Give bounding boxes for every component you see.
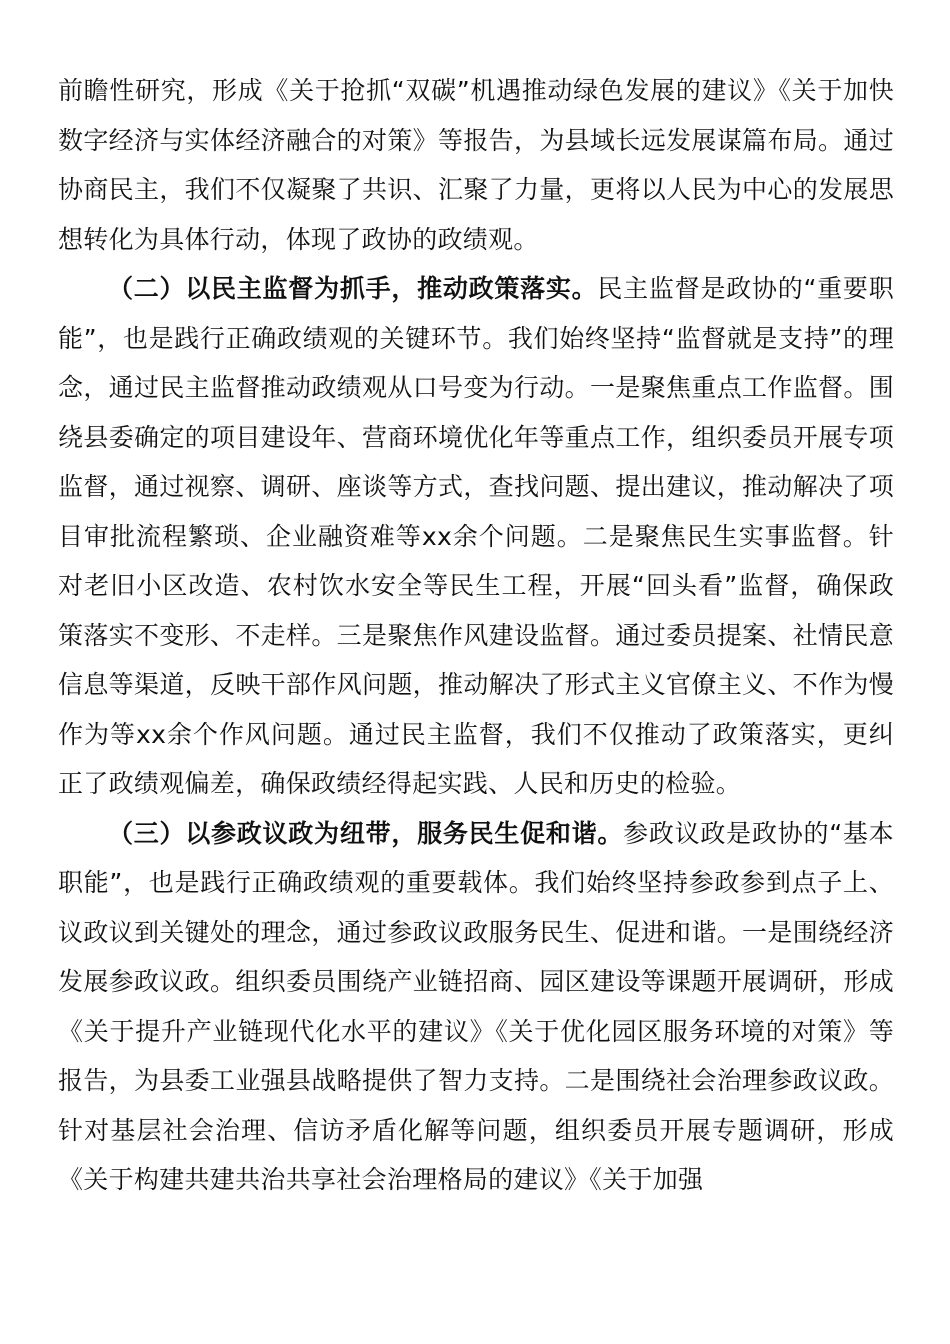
- paragraph-continuation: [58, 66, 894, 264]
- paragraph-democratic-supervision: [58, 264, 894, 809]
- section-heading: （三）以参政议政为纽带，服务民生促和谐。: [108, 818, 624, 848]
- paragraph-participation-deliberation: [58, 809, 894, 1205]
- paragraph-text: 民主监督是政协的“重要职能”，也是践行正确政绩观的关键环节。我们始终坚持“监督就是支持”的理念，通过民主监督推动政绩观从口号变为行动。一是聚焦重点工作监督。围绕县委确定的项目建设年、营商环境优化年等重点工作，组织委员开展专项监督，通过视察、调研、座谈等方式，查找问题、提出建议，推动解决了项目审批流程繁琐、企业融资难等xx余个问题。二是聚焦民生实事监督。针对老旧小区改造、农村饮水安全等民生工程，开展“回头看”监督，确保政策落实不变形、不走样。三是聚焦作风建设监督。通过委员提案、社情民意信息等渠道，反映干部作风问题，推动解决了形式主义官僚主义、不作为慢作为等xx余个作风问题。通过民主监督，我们不仅推动了政策落实，更纠正了政绩观偏差，确保政绩经得起实践、人民和历史的检验。: [58, 274, 894, 798]
- paragraph-text: 参政议政是政协的“基本职能”，也是践行正确政绩观的重要载体。我们始终坚持参政参到点子上、议政议到关键处的理念，通过参政议政服务民生、促进和谐。一是围绕经济发展参政议政。组织委员围绕产业链招商、园区建设等课题开展调研，形成《关于提升产业链现代化水平的建议》《关于优化园区服务环境的对策》等报告，为县委工业强县战略提供了智力支持。二是围绕社会治理参政议政。针对基层社会治理、信访矛盾化解等问题，组织委员开展专题调研，形成《关于构建共建共治共享社会治理格局的建议》《关于加强: [58, 818, 894, 1194]
- paragraph-text: 前瞻性研究，形成《关于抢抓“双碳”机遇推动绿色发展的建议》《关于加快数字经济与实体经济融合的对策》等报告，为县域长远发展谋篇布局。通过协商民主，我们不仅凝聚了共识、汇聚了力量，更将以人民为中心的发展思想转化为具体行动，体现了政协的政绩观。: [58, 76, 894, 254]
- section-heading: （二）以民主监督为抓手，推动政策落实。: [108, 274, 598, 303]
- document-body: [58, 66, 894, 1205]
